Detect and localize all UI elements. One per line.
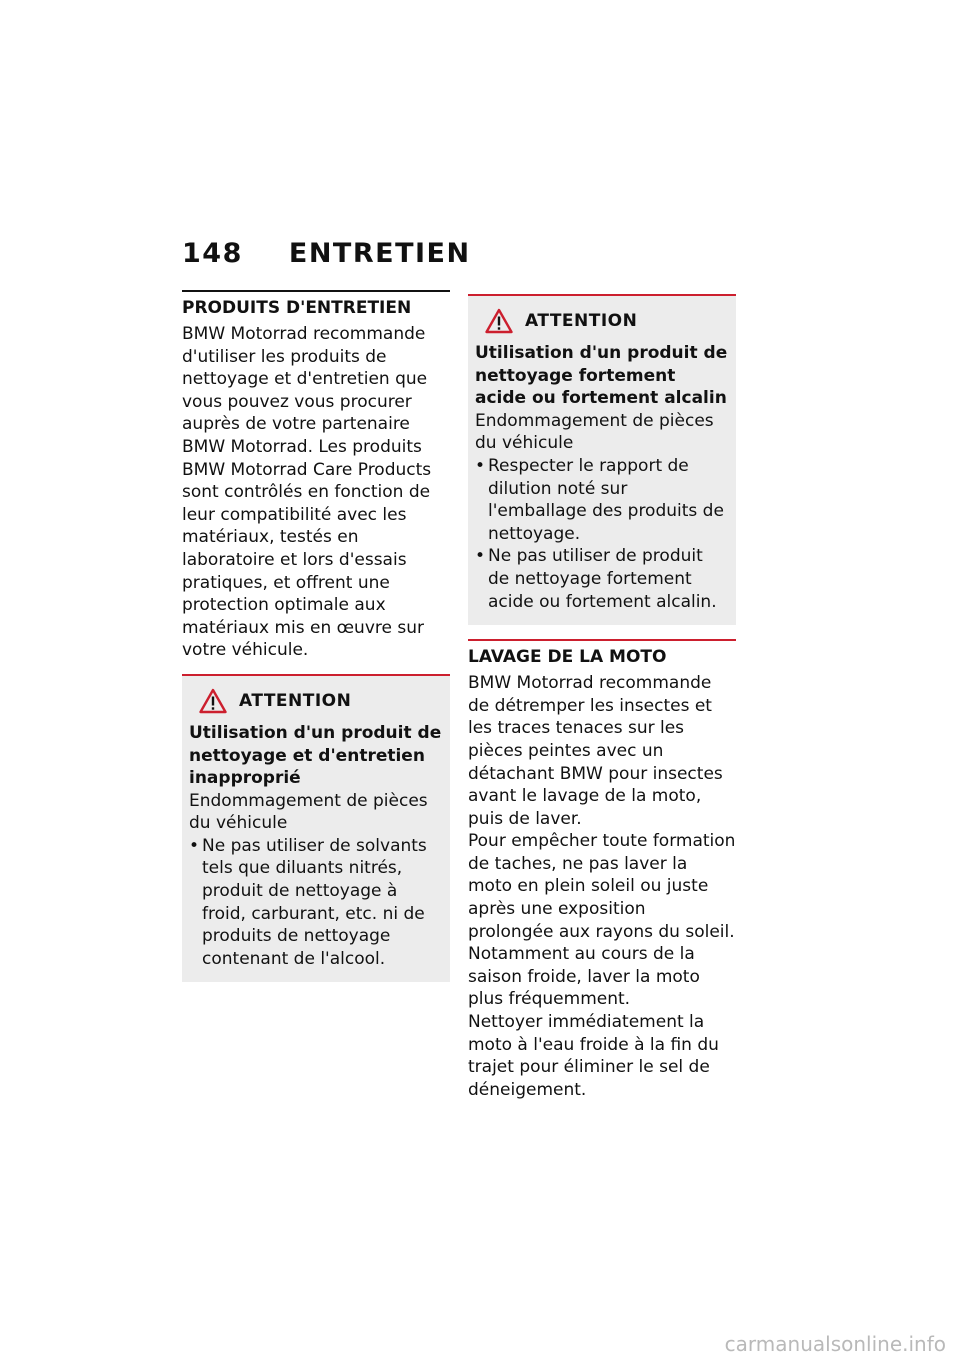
page-header: [182, 238, 471, 269]
section-title-lavage: LAVAGE DE LA MOTO: [468, 639, 736, 668]
paragraph-lavage-2: Pour empêcher toute formation de taches, ne pas laver la moto en plein soleil ou juste après une exposition prolongée aux rayons du soleil.: [468, 831, 736, 942]
page-number: 148: [182, 238, 243, 269]
warning-box-left: [182, 674, 450, 983]
paragraph-produits: BMW Motorrad recommande d'utiliser les produits de nettoyage et d'entretien que vous pouvez vous procurer auprès de votre partenaire BMW Motorrad. Les produits BMW Motorrad Care Products sont contrôlés en fonction de leur compatibilité avec les matériaux, testés en laboratoire et lors d'essais pratiques, et offrent une protection optimale aux matériaux mis en œuvre sur votre véhicule.: [182, 324, 432, 661]
warning-label: ATTENTION: [525, 311, 638, 331]
section-title-produits: PRODUITS D'ENTRETIEN: [182, 290, 450, 319]
warning-consequence: Endommagement de pièces du véhicule: [475, 410, 714, 454]
warning-subtitle: Utilisation d'un produit de nettoyage fortement acide ou fortement alcalin: [475, 343, 728, 409]
warning-bullet: • Ne pas utiliser de solvants tels que diluants nitrés, produit de nettoyage à froid, carburant, etc. ni de produits de nettoyage contenant de l'alcool.: [189, 835, 443, 971]
warning-label: ATTENTION: [239, 690, 352, 711]
chapter-title: ENTRETIEN: [288, 238, 471, 269]
warning-bullet-list: [189, 835, 443, 971]
paragraph-lavage-3: Notamment au cours de la saison froide, laver la moto plus fréquemment.: [468, 944, 700, 1010]
warning-box-right: [468, 294, 736, 625]
site-watermark: carmanualsonline.info: [724, 1332, 946, 1356]
warning-consequence: Endommagement de pièces du véhicule: [189, 790, 428, 834]
paragraph-lavage-4: Nettoyer immédiatement la moto à l'eau froide à la fin du trajet pour éliminer le sel de déneigement.: [468, 1012, 719, 1100]
right-column: [468, 290, 736, 1101]
paragraph-lavage-1: BMW Motorrad recommande de détremper les insectes et les traces tenaces sur les pièces peintes avec un détachant BMW pour insectes avant le lavage de la moto, puis de laver.: [468, 673, 723, 829]
warning-subtitle: Utilisation d'un produit de nettoyage et d'entretien inapproprié: [189, 722, 442, 789]
warning-header: [475, 308, 729, 334]
warning-triangle-icon: [485, 308, 513, 334]
warning-bullet-list: [475, 455, 729, 613]
warning-bullet: • Respecter le rapport de dilution noté sur l'emballage des produits de nettoyage.: [475, 455, 729, 545]
left-column: [182, 290, 450, 982]
warning-triangle-icon: [199, 688, 227, 714]
warning-header: [189, 688, 443, 714]
warning-bullet: • Ne pas utiliser de produit de nettoyage fortement acide ou fortement alcalin.: [475, 545, 729, 613]
